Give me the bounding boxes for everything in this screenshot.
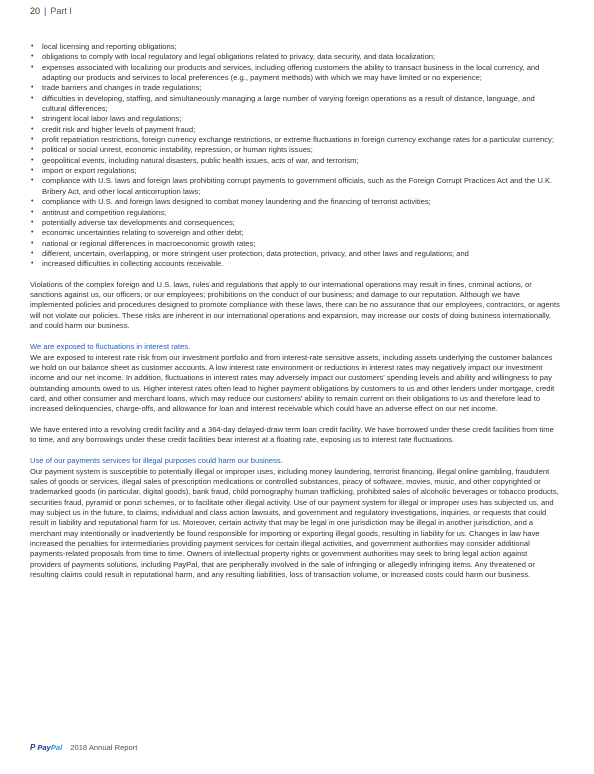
- credit-facility-paragraph: We have entered into a revolving credit facility and a 364-day delayed-draw term loan credit facility. We have borrowed under these credit facilities from time to time, and any borrowings under these credit facilities bear interest at a floating rate, exposing us to interest rate fluctuations.: [30, 424, 554, 445]
- interest-rate-heading: We are exposed to fluctuations in interest rates.: [30, 342, 191, 352]
- list-item: • obligations to comply with local regulatory and legal obligations related to privacy, data security, and data localization;: [30, 52, 560, 62]
- list-item: • national or regional differences in macroeconomic growth rates;: [30, 239, 560, 249]
- page-header: [30, 6, 72, 16]
- list-item: • increased difficulties in collecting accounts receivable.: [30, 259, 560, 269]
- report-label: 2018 Annual Report: [70, 743, 138, 752]
- list-item: • import or export regulations;: [30, 166, 560, 176]
- list-item: • stringent local labor laws and regulations;: [30, 114, 560, 124]
- header-separator: |: [44, 6, 47, 16]
- illegal-use-heading: Use of our payments services for illegal purposes could harm our business.: [30, 456, 283, 466]
- interest-rate-paragraph: We are exposed to interest rate risk from our investment portfolio and from interest-rate sensitive assets, including assets underlying the customer balances we hold on our balance sheet as customer accounts. A low interest rate environment or reductions in interest rates may negatively impact our investment income and our net income. In addition, fluctuations in interest rates may adversely impact our customers' spending levels and ability and willingness to pay outstanding amounts owed to us. Higher interest rates often lead to higher payment obligations by customers to us and other lenders under mortgage, credit card, and other consumer and merchant loans, which may reduce our customers' ability to remain current on their obligations to us and therefore lead to increased delinquencies, charge-offs, and allowance for loan and interest receivable which could have an adverse effect on our net income.: [30, 352, 555, 414]
- list-item: • local licensing and reporting obligations;: [30, 42, 560, 52]
- list-item: • difficulties in developing, staffing, and simultaneously managing a large number of varying foreign operations as a result of distance, language, and cultural differences;: [30, 94, 560, 115]
- page-footer: [30, 743, 137, 752]
- list-item: • different, uncertain, overlapping, or more stringent user protection, data protection, privacy, and other laws and regulations; and: [30, 249, 560, 259]
- paypal-logo: [30, 743, 62, 752]
- paypal-wordmark: PayPal: [37, 743, 63, 752]
- list-item: • expenses associated with localizing our products and services, including offering customers the ability to transact business in the local currency, and adapting our products and services to local preferences (e.g., payment methods) with which we may have limited or no experience;: [30, 63, 560, 84]
- list-item: • antitrust and competition regulations;: [30, 208, 560, 218]
- list-item: • political or social unrest, economic instability, repression, or human rights issues;: [30, 145, 560, 155]
- list-item: • profit repatriation restrictions, foreign currency exchange restrictions, or extreme fluctuations in foreign currency exchange rates for a particular currency;: [30, 135, 560, 145]
- list-item: • compliance with U.S. laws and foreign laws prohibiting corrupt payments to government officials, such as the Foreign Corrupt Practices Act and the U.K. Bribery Act, and other local anticorruption laws;: [30, 176, 560, 197]
- risk-bullet-list: [30, 42, 560, 270]
- list-item: • trade barriers and changes in trade regulations;: [30, 83, 560, 93]
- section-label: Part I: [50, 6, 72, 16]
- main-content: [30, 42, 560, 581]
- list-item: • potentially adverse tax developments and consequences;: [30, 218, 560, 228]
- list-item: • credit risk and higher levels of payment fraud;: [30, 125, 560, 135]
- list-item: • economic uncertainties relating to sovereign and other debt;: [30, 228, 560, 238]
- list-item: • geopolitical events, including natural disasters, public health issues, acts of war, and terrorism;: [30, 156, 560, 166]
- page-number: 20: [30, 6, 41, 16]
- list-item: • compliance with U.S. and foreign laws designed to combat money laundering and the financing of terrorist activities;: [30, 197, 560, 207]
- violations-paragraph: Violations of the complex foreign and U.S. laws, rules and regulations that apply to our international operations may result in fines, criminal actions, or sanctions against us, our officers, or our employees; prohibitions on the conduct of our business; and damage to our reputation. Although we have implemented policies and procedures designed to promote compliance with these laws, there can be no assurance that our employees, contractors, or agents will not violate our policies. These risks are inherent in our international operations and expansion, may increase our costs of doing business internationally, and could harm our business.: [30, 279, 560, 330]
- illegal-use-paragraph: Our payment system is susceptible to potentially illegal or improper uses, including money laundering, terrorist financing, illegal online gambling, fraudulent sales of goods or services, illegal sales of prescription medications or controlled substances, piracy of software, movies, music, and other copyrighted or trademarked goods (in particular, digital goods), bank fraud, child pornography human trafficking, prohibited sales of alcoholic beverages or tobacco products, securities fraud, pyramid or ponzi schemes, or to facilitate other illegal activity. Use of our payment system for illegal or improper uses has subjected us, and may subject us in the future, to claims, individual and class action lawsuits, and government and regulatory investigations, inquiries, or requests that could result in liability and reputational harm for us. Moreover, certain activity that may be legal in one jurisdiction may be illegal in another jurisdiction, and a merchant may intentionally or inadvertently be found responsible for importing or exporting illegal goods, resulting in liability for us. Changes in law have increased the penalties for intermediaries providing payment services for certain illegal activities, and government authorities may consider additional payments-related proposals from time to time. Owners of intellectual property rights or government authorities may seek to bring legal action against providers of payments solutions, including PayPal, that are peripherally involved in the sale of infringing or allegedly infringing items. Any threatened or resulting claims could result in reputational harm, and any resulting liabilities, loss of transaction volume, or increased costs could harm our business.: [30, 466, 559, 580]
- paypal-p-icon: P: [30, 743, 36, 752]
